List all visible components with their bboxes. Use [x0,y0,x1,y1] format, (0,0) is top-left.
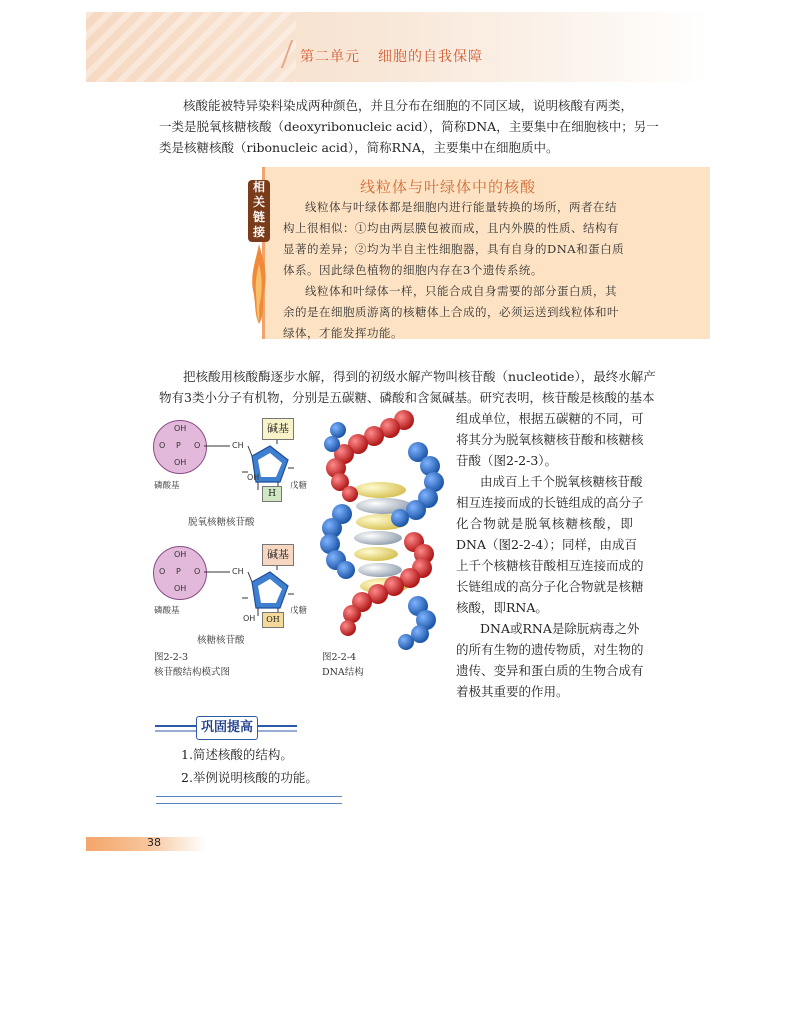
exercise-bottom-rule [156,796,342,804]
chem-o-b: O [159,567,166,576]
chem-o: O [159,441,166,450]
figure-224-caption [322,650,364,680]
col-line-12: 的所有生物的遗传物质，对生物的 [456,642,644,657]
related-link-tab [248,180,270,242]
col-line-8: 上千个核糖核苷酸相互连接而成的 [456,558,644,573]
tab-char-1: 相 [252,180,265,194]
phosphate-label-bottom: 磷酸基 [154,606,180,616]
chem-oh-sugar: OH [247,473,260,482]
phosphate-label-top: 磷酸基 [154,481,180,491]
base-box-bottom: 碱基 [262,544,294,566]
link-p1-line-2: 构上很相似：①均由两层膜包被而成，且内外膜的性质、结构有 [283,221,619,235]
unit-title: 细胞的自我保障 [378,49,483,65]
chem-oh: OH [174,424,187,433]
body-line-1: 把核酸用核酸酶逐步水解，得到的初级水解产物叫核苷酸（nucleotide），最终水解产 [183,369,656,384]
chem-oh2: OH [174,458,187,467]
col-line-4: 由成百上千个脱氧核糖核苷酸 [480,474,643,489]
tab-char-4: 接 [252,225,265,239]
chem-p: P [176,441,181,450]
intro-line-3: 类是核糖核酸（ribonucleic acid），简称RNA，主要集中在细胞质中。 [159,140,559,155]
tab-char-3: 链 [252,210,265,224]
chem-p-b: P [176,567,181,576]
link-p1-line-4: 体系。因此绿色植物的细胞内存在3个遗传系统。 [283,263,543,277]
figure-224-title: DNA结构 [322,667,364,678]
link-p2-line-3: 绿体，才能发挥功能。 [283,326,403,340]
figure-223-number: 图2-2-3 [154,652,189,663]
exercise-item-1: 1.简述核酸的结构。 [181,747,293,762]
link-box-title: 线粒体与叶绿体中的核酸 [360,178,537,196]
sugar-label-bottom: 戊糖 [290,606,308,616]
col-line-10: 核酸，即RNA。 [456,600,548,615]
exercise-title: 巩固提高 [196,716,258,740]
body-line-2: 物有3类小分子有机物，分别是五碳糖、磷酸和含氮碱基。研究表明，核苷酸是核酸的基本 [159,390,655,405]
footer-bar [86,837,206,851]
figure-224-number: 图2-2-4 [322,652,357,663]
exercise-item-2: 2.举例说明核酸的功能。 [181,770,318,785]
dna-double-helix-image [318,410,452,650]
chem-oh-b: OH [174,550,187,559]
col-line-14: 着极其重要的作用。 [456,684,569,699]
link-p1-line-3: 显著的差异；②均为半自主性细胞器，具有自身的DNA和蛋白质 [283,242,625,256]
figure-223-caption [154,650,230,680]
chem-oh-sugar-b: OH [243,614,256,623]
col-line-6: 化合物就是脱氧核糖核酸，即 [456,516,635,531]
intro-line-2: 一类是脱氧核糖核酸（deoxyribonucleic acid），简称DNA，主要集中在细胞核中；另一 [159,119,659,134]
col-line-9: 长链组成的高分子化合物就是核糖 [456,579,644,594]
page-number: 38 [147,836,161,849]
unit-label: 第二单元 [300,49,360,65]
chem-ch2: CH [232,441,244,450]
h-box-top: H [262,486,282,502]
link-p1-line-1: 线粒体与叶绿体都是细胞内进行能量转换的场所，两者在结 [305,200,617,214]
col-line-13: 遗传、变异和蛋白质的生物合成有 [456,663,644,678]
chem-o2-b: O [194,567,201,576]
tab-char-2: 关 [252,195,265,209]
base-box-top: 碱基 [262,418,294,440]
chem-oh2-b: OH [174,584,187,593]
col-line-5: 相互连接而成的长链组成的高分子 [456,495,644,510]
chapter-header [300,46,483,66]
col-line-11: DNA或RNA是除朊病毒之外 [480,621,640,636]
caption-deoxyribonucleotide: 脱氧核糖核苷酸 [188,517,255,528]
caption-ribonucleotide: 核糖核苷酸 [197,635,245,646]
col-line-1: 组成单位，根据五碳糖的不同，可 [456,411,644,426]
col-line-7: DNA（图2-2-4）；同样，由成百 [456,537,638,552]
oh-box-bottom: OH [262,612,284,628]
intro-line-1: 核酸能被特异染料染成两种颜色，并且分布在细胞的不同区域，说明核酸有两类， [183,98,634,113]
flame-decoration-icon [250,244,268,324]
figure-223-title: 核苷酸结构模式图 [154,667,231,678]
link-p2-line-1: 线粒体和叶绿体一样，只能合成自身需要的部分蛋白质，其 [305,284,617,298]
link-p2-line-2: 余的是在细胞质游离的核糖体上合成的，必须运送到线粒体和叶 [283,305,619,319]
col-line-2: 将其分为脱氧核糖核苷酸和核糖核 [456,432,644,447]
sugar-label-top: 戊糖 [290,481,308,491]
chem-ch2-b: CH [232,567,244,576]
col-line-3: 苷酸（图2-2-3）。 [456,453,558,468]
chem-o2: O [194,441,201,450]
